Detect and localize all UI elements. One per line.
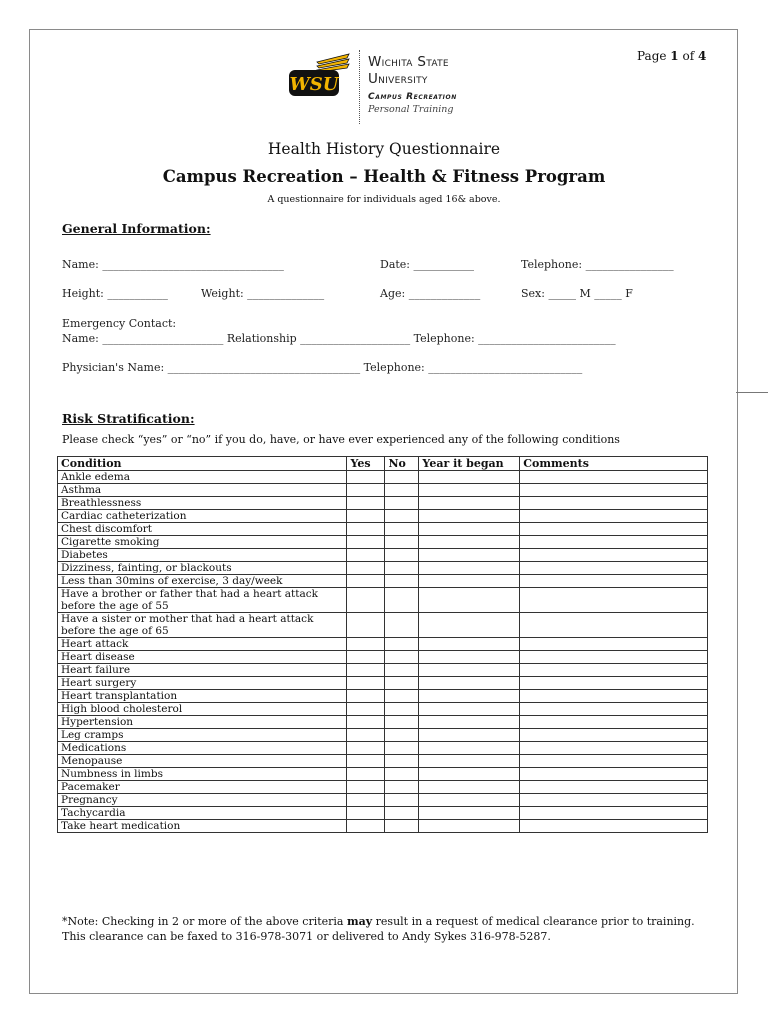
condition-label: Heart disease — [58, 651, 347, 664]
table-row — [58, 638, 708, 651]
condition-label: Heart transplantation — [58, 690, 347, 703]
condition-label: Asthma — [58, 484, 347, 497]
table-row — [58, 471, 708, 484]
condition-label: Ankle edema — [58, 471, 347, 484]
year-began-cell[interactable] — [419, 716, 520, 729]
year-began-cell[interactable] — [419, 664, 520, 677]
condition-label: Pacemaker — [58, 781, 347, 794]
comments-cell[interactable] — [520, 613, 708, 638]
condition-label: Dizziness, fainting, or blackouts — [58, 562, 347, 575]
comments-cell[interactable] — [520, 664, 708, 677]
yes-checkbox-cell[interactable] — [347, 755, 385, 768]
yes-checkbox-cell[interactable] — [347, 729, 385, 742]
year-began-cell[interactable] — [419, 471, 520, 484]
yes-checkbox-cell[interactable] — [347, 471, 385, 484]
comments-cell[interactable] — [520, 781, 708, 794]
condition-label: Pregnancy — [58, 794, 347, 807]
table-row — [58, 484, 708, 497]
no-checkbox-cell[interactable] — [385, 781, 419, 794]
yes-checkbox-cell[interactable] — [347, 575, 385, 588]
comments-cell[interactable] — [520, 471, 708, 484]
table-row — [58, 677, 708, 690]
no-checkbox-cell[interactable] — [385, 794, 419, 807]
column-header-yes: Yes — [347, 457, 385, 471]
no-checkbox-cell[interactable] — [385, 575, 419, 588]
comments-cell[interactable] — [520, 497, 708, 510]
no-checkbox-cell[interactable] — [385, 742, 419, 755]
year-began-cell[interactable] — [419, 549, 520, 562]
year-began-cell[interactable] — [419, 690, 520, 703]
yes-checkbox-cell[interactable] — [347, 638, 385, 651]
table-row — [58, 664, 708, 677]
no-checkbox-cell[interactable] — [385, 690, 419, 703]
year-began-cell[interactable] — [419, 755, 520, 768]
year-began-cell[interactable] — [419, 497, 520, 510]
no-checkbox-cell[interactable] — [385, 588, 419, 613]
name-field[interactable]: Name: _________________________________ — [62, 258, 284, 271]
table-row — [58, 690, 708, 703]
emergency-contact-label: Emergency Contact: — [62, 317, 177, 330]
condition-label: Heart failure — [58, 664, 347, 677]
comments-cell[interactable] — [520, 651, 708, 664]
year-began-cell[interactable] — [419, 484, 520, 497]
height-field[interactable]: Height: ___________ — [62, 287, 168, 300]
page-number: Page 1 of 4 — [637, 49, 707, 63]
physician-field[interactable]: Physician's Name: ___________________________________ Telephone: ____________________________ — [62, 361, 583, 374]
no-checkbox-cell[interactable] — [385, 536, 419, 549]
risk-stratification-heading: Risk Stratification: — [62, 411, 195, 426]
year-began-cell[interactable] — [419, 794, 520, 807]
table-row — [58, 575, 708, 588]
yes-checkbox-cell[interactable] — [347, 794, 385, 807]
age-field[interactable]: Age: _____________ — [380, 287, 481, 300]
condition-label: Hypertension — [58, 716, 347, 729]
table-row — [58, 742, 708, 755]
column-header-comments: Comments — [520, 457, 708, 471]
table-header-row — [58, 457, 708, 471]
no-checkbox-cell[interactable] — [385, 497, 419, 510]
yes-checkbox-cell[interactable] — [347, 484, 385, 497]
clearance-note: *Note: Checking in 2 or more of the above criteria may result in a request of medical clearance prior to training. This clearance can be faxed to 316-978-3071 or delivered to Andy Sykes 316-978-5287. — [62, 915, 695, 943]
wsu-shocker-logo-icon — [287, 52, 351, 102]
table-row — [58, 536, 708, 549]
no-checkbox-cell[interactable] — [385, 549, 419, 562]
telephone-field[interactable]: Telephone: ________________ — [521, 258, 674, 271]
no-checkbox-cell[interactable] — [385, 638, 419, 651]
year-began-cell[interactable] — [419, 703, 520, 716]
no-checkbox-cell[interactable] — [385, 510, 419, 523]
condition-label: Less than 30mins of exercise, 3 day/week — [58, 575, 347, 588]
logo-line-campus-recreation: Campus Recreation — [368, 92, 457, 102]
yes-checkbox-cell[interactable] — [347, 703, 385, 716]
general-info-heading: General Information: — [62, 221, 211, 236]
university-wordmark — [368, 54, 457, 115]
comments-cell[interactable] — [520, 677, 708, 690]
yes-checkbox-cell[interactable] — [347, 716, 385, 729]
no-checkbox-cell[interactable] — [385, 716, 419, 729]
no-checkbox-cell[interactable] — [385, 651, 419, 664]
year-began-cell[interactable] — [419, 575, 520, 588]
condition-label: Medications — [58, 742, 347, 755]
table-row — [58, 651, 708, 664]
yes-checkbox-cell[interactable] — [347, 781, 385, 794]
comments-cell[interactable] — [520, 638, 708, 651]
risk-instruction: Please check “yes” or “no” if you do, have, or have ever experienced any of the following conditions — [62, 433, 620, 446]
form-title: Health History Questionnaire — [267, 140, 501, 158]
table-row — [58, 588, 708, 613]
comments-cell[interactable] — [520, 768, 708, 781]
no-checkbox-cell[interactable] — [385, 768, 419, 781]
year-began-cell[interactable] — [419, 562, 520, 575]
no-checkbox-cell[interactable] — [385, 562, 419, 575]
margin-rule — [736, 392, 768, 393]
year-began-cell[interactable] — [419, 536, 520, 549]
condition-label: Breathlessness — [58, 497, 347, 510]
table-row — [58, 703, 708, 716]
yes-checkbox-cell[interactable] — [347, 651, 385, 664]
comments-cell[interactable] — [520, 742, 708, 755]
form-subtitle: A questionnaire for individuals aged 16& above. — [267, 194, 501, 205]
year-began-cell[interactable] — [419, 768, 520, 781]
yes-checkbox-cell[interactable] — [347, 820, 385, 833]
year-began-cell[interactable] — [419, 651, 520, 664]
logo-divider — [359, 50, 360, 124]
year-began-cell[interactable] — [419, 588, 520, 613]
yes-checkbox-cell[interactable] — [347, 742, 385, 755]
no-checkbox-cell[interactable] — [385, 523, 419, 536]
table-row — [58, 562, 708, 575]
comments-cell[interactable] — [520, 549, 708, 562]
logo-line-wichita-state: Wichita State — [368, 54, 449, 70]
comments-cell[interactable] — [520, 794, 708, 807]
table-row — [58, 768, 708, 781]
yes-checkbox-cell[interactable] — [347, 613, 385, 638]
condition-label: High blood cholesterol — [58, 703, 347, 716]
yes-checkbox-cell[interactable] — [347, 768, 385, 781]
table-row — [58, 716, 708, 729]
comments-cell[interactable] — [520, 562, 708, 575]
date-field[interactable]: Date: ___________ — [380, 258, 475, 271]
weight-field[interactable]: Weight: ______________ — [201, 287, 325, 300]
comments-cell[interactable] — [520, 755, 708, 768]
condition-label: Diabetes — [58, 549, 347, 562]
condition-label: Cigarette smoking — [58, 536, 347, 549]
year-began-cell[interactable] — [419, 781, 520, 794]
table-row — [58, 794, 708, 807]
sex-field[interactable]: Sex: _____ M _____ F — [521, 287, 633, 300]
no-checkbox-cell[interactable] — [385, 664, 419, 677]
yes-checkbox-cell[interactable] — [347, 807, 385, 820]
yes-checkbox-cell[interactable] — [347, 497, 385, 510]
condition-label: Tachycardia — [58, 807, 347, 820]
comments-cell[interactable] — [520, 510, 708, 523]
no-checkbox-cell[interactable] — [385, 471, 419, 484]
yes-checkbox-cell[interactable] — [347, 523, 385, 536]
no-checkbox-cell[interactable] — [385, 755, 419, 768]
year-began-cell[interactable] — [419, 613, 520, 638]
yes-checkbox-cell[interactable] — [347, 664, 385, 677]
comments-cell[interactable] — [520, 690, 708, 703]
yes-checkbox-cell[interactable] — [347, 690, 385, 703]
yes-checkbox-cell[interactable] — [347, 588, 385, 613]
year-began-cell[interactable] — [419, 510, 520, 523]
svg-text:WSU: WSU — [289, 74, 339, 95]
table-row — [58, 497, 708, 510]
year-began-cell[interactable] — [419, 677, 520, 690]
condition-label: Take heart medication — [58, 820, 347, 833]
no-checkbox-cell[interactable] — [385, 729, 419, 742]
year-began-cell[interactable] — [419, 820, 520, 833]
condition-label: Have a brother or father that had a heart attack before the age of 55 — [58, 588, 347, 613]
logo-line-personal-training: Personal Training — [368, 104, 454, 115]
conditions-table — [57, 456, 708, 833]
condition-label: Cardiac catheterization — [58, 510, 347, 523]
comments-cell[interactable] — [520, 588, 708, 613]
program-title: Campus Recreation – Health & Fitness Program — [162, 167, 606, 186]
condition-label: Chest discomfort — [58, 523, 347, 536]
condition-label: Numbness in limbs — [58, 768, 347, 781]
table-row — [58, 510, 708, 523]
table-row — [58, 549, 708, 562]
table-row — [58, 729, 708, 742]
yes-checkbox-cell[interactable] — [347, 562, 385, 575]
comments-cell[interactable] — [520, 729, 708, 742]
yes-checkbox-cell[interactable] — [347, 549, 385, 562]
comments-cell[interactable] — [520, 484, 708, 497]
year-began-cell[interactable] — [419, 638, 520, 651]
comments-cell[interactable] — [520, 716, 708, 729]
comments-cell[interactable] — [520, 575, 708, 588]
comments-cell[interactable] — [520, 703, 708, 716]
comments-cell[interactable] — [520, 523, 708, 536]
no-checkbox-cell[interactable] — [385, 613, 419, 638]
table-row — [58, 781, 708, 794]
comments-cell[interactable] — [520, 536, 708, 549]
no-checkbox-cell[interactable] — [385, 677, 419, 690]
condition-label: Heart surgery — [58, 677, 347, 690]
year-began-cell[interactable] — [419, 742, 520, 755]
column-header-condition: Condition — [58, 457, 347, 471]
table-row — [58, 755, 708, 768]
yes-checkbox-cell[interactable] — [347, 510, 385, 523]
no-checkbox-cell[interactable] — [385, 820, 419, 833]
condition-label: Menopause — [58, 755, 347, 768]
comments-cell[interactable] — [520, 807, 708, 820]
table-row — [58, 820, 708, 833]
no-checkbox-cell[interactable] — [385, 807, 419, 820]
year-began-cell[interactable] — [419, 729, 520, 742]
emergency-contact-fields[interactable]: Name: ______________________ Relationship ____________________ Telephone: _________________________ — [62, 332, 616, 345]
no-checkbox-cell[interactable] — [385, 484, 419, 497]
condition-label: Have a sister or mother that had a heart attack before the age of 65 — [58, 613, 347, 638]
year-began-cell[interactable] — [419, 523, 520, 536]
table-row — [58, 807, 708, 820]
condition-label: Heart attack — [58, 638, 347, 651]
table-row — [58, 523, 708, 536]
condition-label: Leg cramps — [58, 729, 347, 742]
table-row — [58, 613, 708, 638]
comments-cell[interactable] — [520, 820, 708, 833]
yes-checkbox-cell[interactable] — [347, 677, 385, 690]
no-checkbox-cell[interactable] — [385, 703, 419, 716]
logo-line-university: University — [368, 71, 428, 87]
column-header-year: Year it began — [419, 457, 520, 471]
year-began-cell[interactable] — [419, 807, 520, 820]
column-header-no: No — [385, 457, 419, 471]
yes-checkbox-cell[interactable] — [347, 536, 385, 549]
